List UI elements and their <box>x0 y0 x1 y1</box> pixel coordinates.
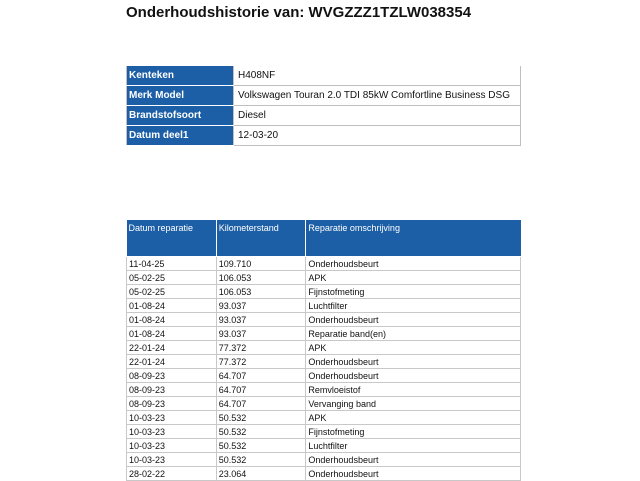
vehicle-info-row <box>127 126 521 146</box>
maintenance-history-table <box>126 220 521 481</box>
history-header-row <box>127 220 521 256</box>
cell-description: Onderhoudsbeurt <box>306 369 521 383</box>
cell-description: APK <box>306 271 521 285</box>
table-row <box>127 327 521 341</box>
cell-description: Onderhoudsbeurt <box>306 257 521 271</box>
cell-date: 22-01-24 <box>127 341 217 355</box>
vehicle-info-value: Volkswagen Touran 2.0 TDI 85kW Comfortline Business DSG <box>234 86 521 106</box>
table-row <box>127 397 521 411</box>
cell-date: 10-03-23 <box>127 439 217 453</box>
cell-date: 05-02-25 <box>127 285 217 299</box>
table-row <box>127 257 521 271</box>
cell-date: 08-09-23 <box>127 369 217 383</box>
cell-date: 05-02-25 <box>127 271 217 285</box>
cell-date: 10-03-23 <box>127 425 217 439</box>
cell-mileage: 50.532 <box>216 453 306 467</box>
table-row <box>127 439 521 453</box>
cell-description: Onderhoudsbeurt <box>306 453 521 467</box>
cell-description: Remvloeistof <box>306 383 521 397</box>
table-row <box>127 467 521 481</box>
page-title: Onderhoudshistorie van: WVGZZZ1TZLW038354 <box>126 4 472 21</box>
table-row <box>127 313 521 327</box>
column-header-description: Reparatie omschrijving <box>306 220 521 256</box>
cell-mileage: 50.532 <box>216 425 306 439</box>
cell-mileage: 106.053 <box>216 271 306 285</box>
cell-description: Luchtfilter <box>306 299 521 313</box>
cell-date: 01-08-24 <box>127 327 217 341</box>
table-row <box>127 341 521 355</box>
cell-mileage: 64.707 <box>216 369 306 383</box>
cell-description: APK <box>306 411 521 425</box>
cell-date: 28-02-22 <box>127 467 217 481</box>
cell-mileage: 93.037 <box>216 313 306 327</box>
column-header-date: Datum reparatie <box>127 220 217 256</box>
vehicle-info-value: H408NF <box>234 66 521 86</box>
cell-description: Onderhoudsbeurt <box>306 467 521 481</box>
cell-mileage: 50.532 <box>216 411 306 425</box>
cell-description: Vervanging band <box>306 397 521 411</box>
vehicle-info-label: Brandstofsoort <box>127 106 234 126</box>
vehicle-info-table <box>126 66 521 146</box>
cell-date: 22-01-24 <box>127 355 217 369</box>
table-row <box>127 299 521 313</box>
cell-mileage: 77.372 <box>216 355 306 369</box>
cell-mileage: 93.037 <box>216 327 306 341</box>
cell-date: 01-08-24 <box>127 299 217 313</box>
cell-date: 10-03-23 <box>127 453 217 467</box>
table-row <box>127 411 521 425</box>
cell-date: 01-08-24 <box>127 313 217 327</box>
table-row <box>127 425 521 439</box>
cell-date: 10-03-23 <box>127 411 217 425</box>
cell-mileage: 109.710 <box>216 257 306 271</box>
vehicle-info-value: Diesel <box>234 106 521 126</box>
cell-mileage: 23.064 <box>216 467 306 481</box>
cell-mileage: 64.707 <box>216 397 306 411</box>
vehicle-info-row <box>127 66 521 86</box>
cell-description: Fijnstofmeting <box>306 285 521 299</box>
vehicle-info-label: Datum deel1 <box>127 126 234 146</box>
table-row <box>127 271 521 285</box>
cell-mileage: 106.053 <box>216 285 306 299</box>
cell-mileage: 50.532 <box>216 439 306 453</box>
table-row <box>127 453 521 467</box>
cell-description: APK <box>306 341 521 355</box>
cell-description: Luchtfilter <box>306 439 521 453</box>
cell-date: 08-09-23 <box>127 383 217 397</box>
cell-description: Fijnstofmeting <box>306 425 521 439</box>
cell-description: Reparatie band(en) <box>306 327 521 341</box>
table-row <box>127 383 521 397</box>
vehicle-info-label: Kenteken <box>127 66 234 86</box>
table-row <box>127 369 521 383</box>
cell-mileage: 77.372 <box>216 341 306 355</box>
cell-mileage: 64.707 <box>216 383 306 397</box>
cell-description: Onderhoudsbeurt <box>306 313 521 327</box>
cell-description: Onderhoudsbeurt <box>306 355 521 369</box>
cell-mileage: 93.037 <box>216 299 306 313</box>
vehicle-info-value: 12-03-20 <box>234 126 521 146</box>
table-row <box>127 285 521 299</box>
vehicle-info-row <box>127 106 521 126</box>
vehicle-info-row <box>127 86 521 106</box>
vehicle-info-label: Merk Model <box>127 86 234 106</box>
table-row <box>127 355 521 369</box>
column-header-mileage: Kilometerstand <box>216 220 306 256</box>
cell-date: 11-04-25 <box>127 257 217 271</box>
cell-date: 08-09-23 <box>127 397 217 411</box>
